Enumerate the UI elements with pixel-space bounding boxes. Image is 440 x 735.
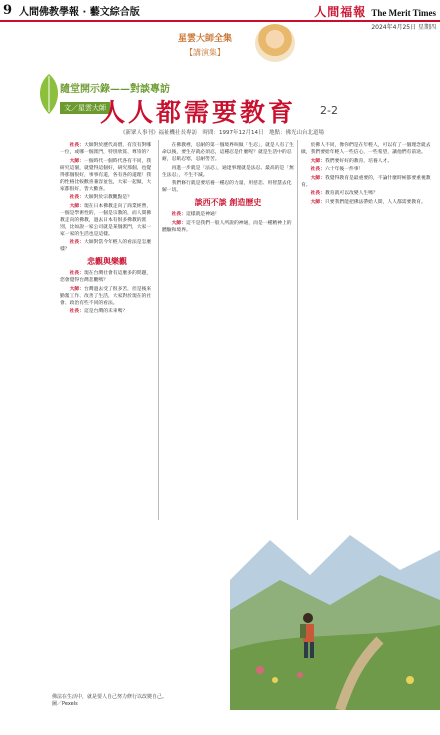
subheading: 談西不談 創造歷史 — [194, 198, 262, 207]
photo-caption: 佛法在生活中，就是要人自己努力修行以改變自己。圖／Pexels — [52, 694, 168, 707]
series-title: 隨堂開示錄——對談專訪 — [60, 84, 170, 95]
hiker-photo — [230, 520, 440, 710]
column-3: 於佛人不同，像你們是在年輕人，可以有了一個理念就去做，我們要給年輕人一些信心，一些希望，讓他們有前途。 大師：我們要好好的教育，培養人才。 社長：六十年後一件事！ 大師：我覺得教育是最重要的，不論什麼時候都要重視教育。 社長：教育就可以改變人生嗎？ 大師：只要我們能把佛法帶給人間，人人都需要教育。 — [301, 143, 431, 205]
page-header — [0, 0, 440, 22]
masthead-english: The Merit Times — [371, 8, 436, 18]
page-number: 9 — [3, 2, 13, 18]
dateline: 2024年4月25日 星期四 — [371, 24, 436, 31]
article-title: 人人都需要教育 — [100, 98, 297, 127]
column-1: 社長：大師對於歷代高僧，有沒有對哪一位，或哪一個派門，特別欣賞、尊崇的？ 大師：一個時代一個時代各有不同，我研究這個，就覺得這個好，研究那個，也覺得那個很好，事事有道，各有各的道理！我的性格比較歡喜兼容並包，大家一起做，大家都很好，皆大歡喜。 社長：大師對於宗教觀點是？ 大師：現在日本佛教走向了商業經營，一個是學術性的，一個是宗教的，而人間佛教走向的佛教，過去日本有很多佛教的派別，比如說一家公司就是某個派門，大家一家一家的生活也是這樣。 社長：大師對當今年輕人的看法是怎麼樣？ 悲觀與樂觀 社長：現在台灣社會有這麼多的問題，您會覺得台灣悲觀嗎？ 大師：台灣過去受了很多苦，但是後來勤奮工作、改善了生活，大家對於現在的社會、政治有些不同的看法。 社長：這是台灣的未來嗎？ — [60, 142, 154, 682]
master-portrait — [255, 24, 295, 62]
section-name: 人間佛教學報 · 藝文綜合版 — [19, 6, 140, 18]
article-part: 2-2 — [320, 104, 338, 117]
leaf-icon — [35, 72, 63, 116]
banner-title: 星雲大師全集 — [177, 34, 232, 44]
article-byline: 《新眾人事刊》福祉機社長專訪 時間：1997年12月14日 地點：佛光山台北道場 — [120, 130, 324, 136]
collection-banner — [160, 27, 250, 61]
masthead — [314, 1, 436, 20]
column-divider — [158, 140, 159, 520]
column-2: 在佛教裡，忍耐的第一個境界叫做「生忍」，就是人有了生命以後，要生存就必須忍，這種忍是什麼呢？就是生活中的忍耐，忍飢忍寒，忍耐勞苦。 再進一步就是「法忍」，通達事理就是法忍。最高的是「無生法忍」，不生不滅。 我們修行就是要培養一種忍的力量，用慈悲、用智慧去化解一切。 談西不談 創造歷史 社長：這樣就是神通！ 大師：這不是我們一般人所說的神通，而是一種精神上的體驗和境界。 — [162, 143, 294, 233]
subheading: 悲觀與樂觀 — [87, 257, 127, 266]
author-tag: 文／星雲大師 — [60, 102, 110, 114]
masthead-logo: 人間福報 — [314, 5, 367, 19]
banner-subtitle: 【講演集】 — [185, 48, 225, 57]
column-divider — [297, 140, 298, 520]
